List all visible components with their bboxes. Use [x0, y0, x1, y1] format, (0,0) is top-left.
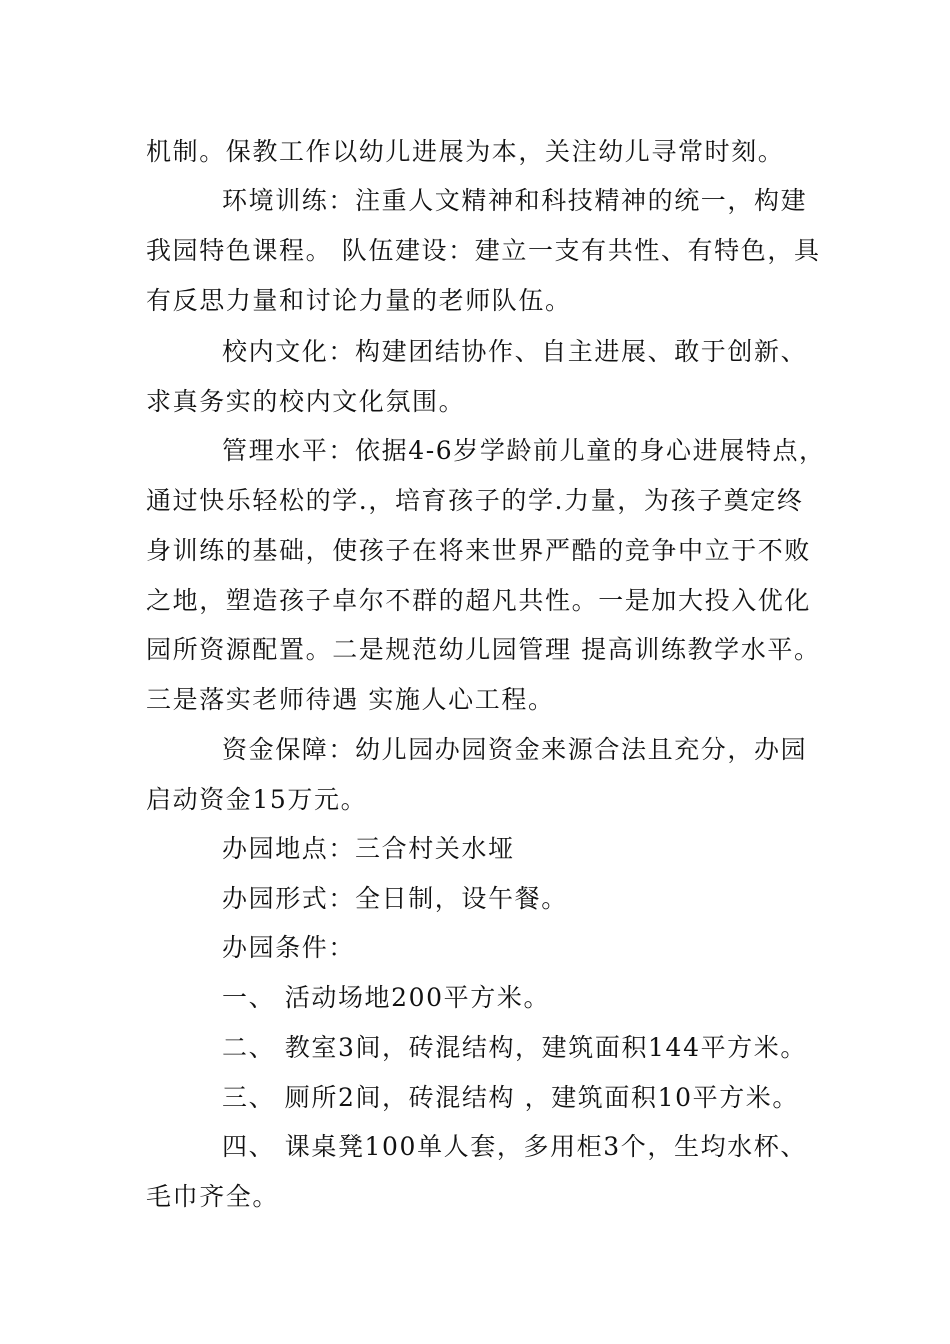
- text-line: 求真务实的校内文化氛围。: [146, 387, 466, 416]
- text-line: 办园条件：: [222, 933, 356, 962]
- text-line: 二、 教室3间，砖混结构，建筑面积144平方米。: [222, 1033, 807, 1062]
- text-line: 管理水平：依据4-6岁学龄前儿童的身心进展特点，: [222, 436, 826, 465]
- text-line: 通过快乐轻松的学.，培育孩子的学.力量，为孩子奠定终: [146, 486, 804, 515]
- text-line: 机制。保教工作以幼儿进展为本，关注幼儿寻常时刻。: [146, 137, 785, 166]
- text-line: 毛巾齐全。: [146, 1182, 280, 1211]
- text-line: 校内文化：构建团结协作、自主进展、敢于创新、: [222, 337, 808, 366]
- text-line: 有反思力量和讨论力量的老师队伍。: [146, 286, 572, 315]
- text-line: 三、 厕所2间，砖混结构 ，建筑面积10平方米。: [222, 1083, 800, 1112]
- text-line: 办园形式：全日制，设午餐。: [222, 884, 568, 913]
- text-line: 一、 活动场地200平方米。: [222, 983, 551, 1012]
- text-line: 我园特色课程。 队伍建设：建立一支有共性、有特色，具: [146, 236, 821, 265]
- text-line: 资金保障：幼儿园办园资金来源合法且充分，办园: [222, 735, 808, 764]
- text-line: 启动资金15万元。: [146, 785, 368, 814]
- text-line: 办园地点：三合村关水垭: [222, 834, 515, 863]
- text-line: 身训练的基础，使孩子在将来世界严酷的竞争中立于不败: [146, 536, 812, 565]
- text-line: 环境训练：注重人文精神和科技精神的统一，构建: [222, 186, 808, 215]
- text-line: 三是落实老师待遇 实施人心工程。: [146, 685, 555, 714]
- text-line: 之地，塑造孩子卓尔不群的超凡共性。一是加大投入优化: [146, 586, 812, 615]
- text-line: 园所资源配置。二是规范幼儿园管理 提高训练教学水平。: [146, 635, 821, 664]
- text-line: 四、 课桌凳100单人套，多用柜3个，生均水杯、: [222, 1132, 807, 1161]
